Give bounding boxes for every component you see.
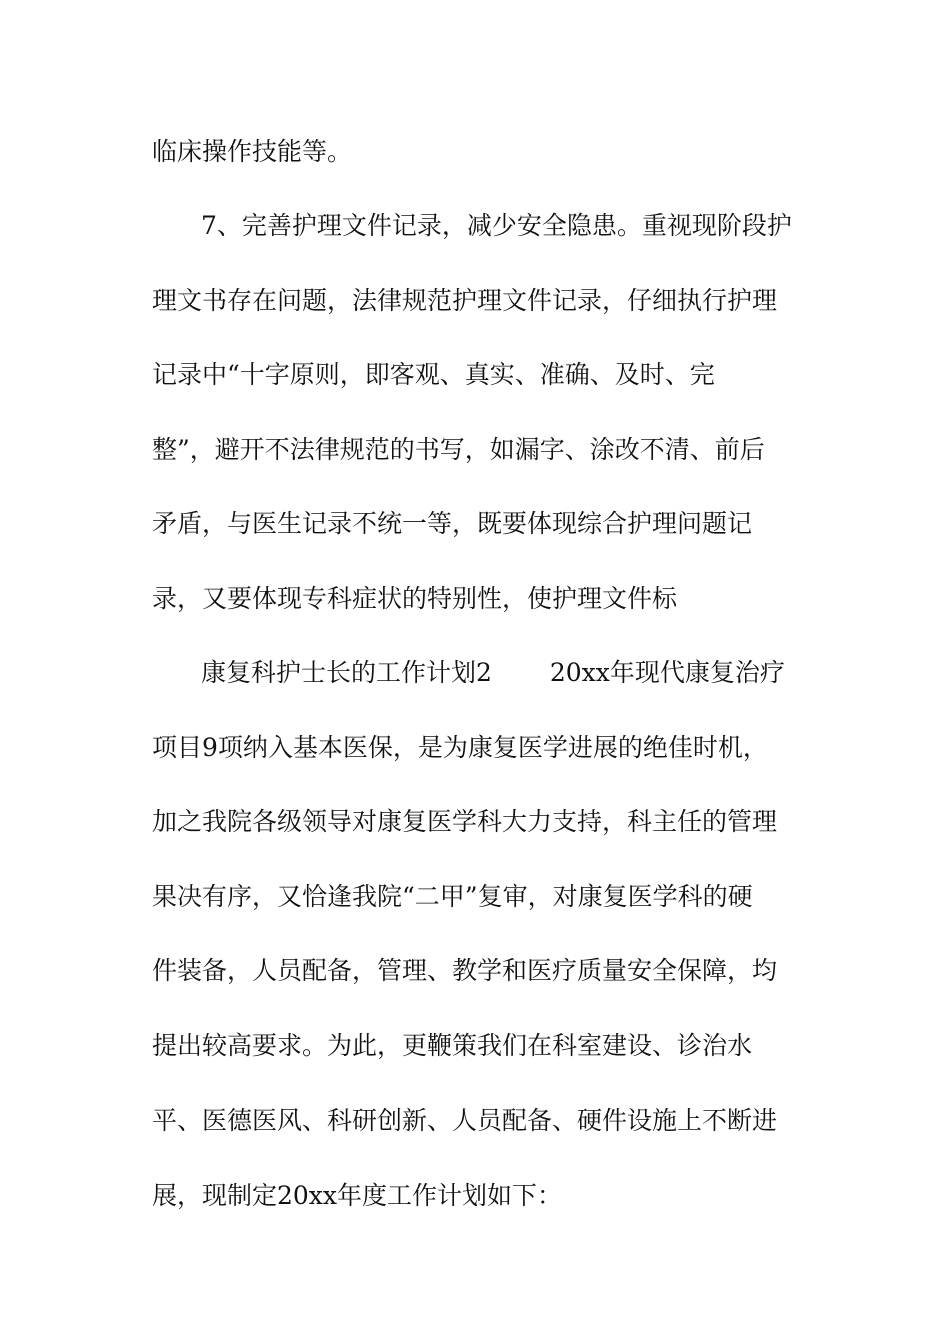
text-line: 康复科护士长的工作计划2 20xx年现代康复治疗 (201, 658, 785, 687)
text-line: 整”，避开不法律规范的书写，如漏字、涂改不清、前后 (152, 435, 765, 464)
text-line: 记录中“十字原则，即客观、真实、准确、及时、完 (152, 360, 715, 389)
text-line: 7、完善护理文件记录，减少安全隐患。重视现阶段护 (201, 211, 792, 240)
text-line: 提出较高要求。为此，更鞭策我们在科室建设、诊治水 (152, 1031, 753, 1060)
text-line: 展，现制定20xx年度工作计划如下： (152, 1181, 563, 1210)
text-line: 加之我院各级领导对康复医学科大力支持，科主任的管理 (152, 807, 778, 836)
text-line: 果决有序，又恰逢我院“二甲”复审，对康复医学科的硬 (152, 882, 753, 911)
text-line: 理文书存在问题，法律规范护理文件记录，仔细执行护理 (152, 286, 778, 315)
text-line: 矛盾，与医生记录不统一等，既要体现综合护理问题记 (152, 509, 753, 538)
text-line: 件装备，人员配备，管理、教学和医疗质量安全保障，均 (152, 956, 778, 985)
text-line: 录，又要体现专科症状的特别性，使护理文件标 (152, 584, 678, 613)
text-line: 平、医德医风、科研创新、人员配备、硬件设施上不断进 (152, 1106, 778, 1135)
text-line: 临床操作技能等。 (152, 137, 353, 166)
text-line: 项目9项纳入基本医保，是为康复医学进展的绝佳时机， (152, 733, 768, 762)
